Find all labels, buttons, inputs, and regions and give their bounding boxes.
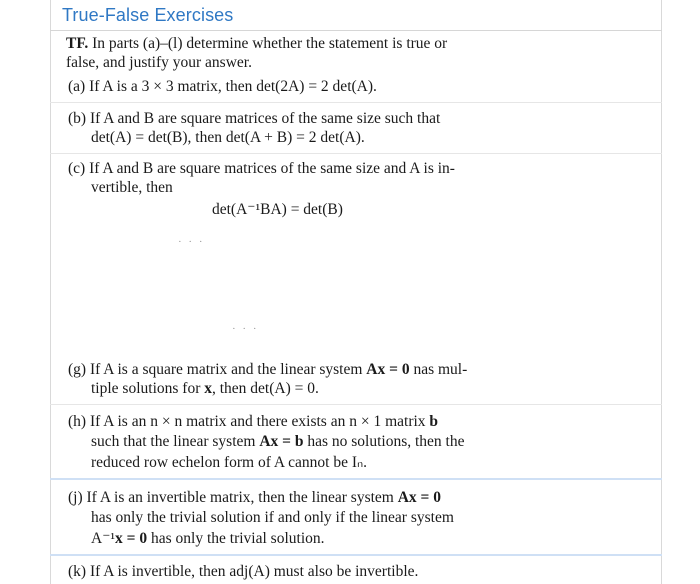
section-title: True-False Exercises	[62, 5, 234, 25]
divider-b	[50, 153, 662, 154]
item-h-line-1	[68, 413, 438, 431]
item-j-text-3a: A⁻¹	[91, 530, 116, 547]
item-b-line-1: (b) If A and B are square matrices of the same size such that	[68, 110, 441, 127]
divider-g	[50, 404, 662, 405]
intro-label: TF.	[66, 35, 89, 52]
item-j-text-3b: x = 0	[115, 530, 148, 547]
item-k: (k) If A is invertible, then adj(A) must also be invertible.	[68, 563, 419, 580]
item-j-text-1a: (j) If A is an invertible matrix, then the linear system	[68, 489, 398, 506]
item-j-line-3	[91, 529, 325, 548]
item-h-text-2b: Ax = b	[259, 433, 304, 450]
item-j-text-1b: Ax = 0	[397, 489, 442, 506]
item-a: (a) If A is a 3 × 3 matrix, then det(2A) = 2 det(A).	[68, 78, 377, 95]
item-j-line-1	[68, 489, 441, 507]
item-c-line-1: (c) If A and B are square matrices of the same size and A is in-	[68, 160, 455, 177]
item-h-line-3: reduced row echelon form of A cannot be Iₙ.	[91, 454, 368, 471]
item-h-text-2a: such that the linear system	[91, 433, 260, 450]
item-g-text-1a: (g) If A is a square matrix and the linear system	[68, 361, 367, 378]
header-divider	[50, 30, 662, 31]
item-g-text-2c: , then det(A) = 0.	[211, 380, 319, 397]
gap-marker-1: · · ·	[178, 236, 205, 248]
divider-a	[50, 102, 662, 103]
item-b-line-2: det(A) = det(B), then det(A + B) = 2 det(A).	[91, 129, 365, 146]
gap-marker-2: · · ·	[232, 323, 259, 335]
item-h-text-1a: (h) If A is an n × n matrix and there exists an n × 1 matrix	[68, 413, 430, 430]
item-h-text-2c: has no solutions, then the	[303, 433, 465, 450]
item-g-text-2b: x	[204, 380, 212, 397]
item-c-line-2: vertible, then	[91, 179, 173, 196]
item-g-line-2	[91, 380, 319, 398]
divider-j	[50, 554, 662, 556]
intro-text-1: In parts (a)–(l) determine whether the statement is true or	[88, 35, 448, 52]
divider-h	[50, 478, 662, 480]
item-g-text-2a: tiple solutions for	[91, 380, 205, 397]
intro-line-2: false, and justify your answer.	[66, 54, 252, 71]
item-j-line-2: has only the trivial solution if and only if the linear system	[91, 509, 454, 526]
item-g-text-1b: Ax = 0	[366, 361, 410, 378]
item-h-text-1b: b	[429, 413, 439, 430]
item-c-formula: det(A⁻¹BA) = det(B)	[212, 201, 343, 218]
item-g-text-1c: nas mul-	[409, 361, 468, 378]
item-j-text-3c: has only the trivial solution.	[147, 530, 325, 547]
item-g-line-1	[68, 361, 467, 379]
item-h-line-2	[91, 433, 465, 451]
intro-line-1	[66, 35, 447, 53]
